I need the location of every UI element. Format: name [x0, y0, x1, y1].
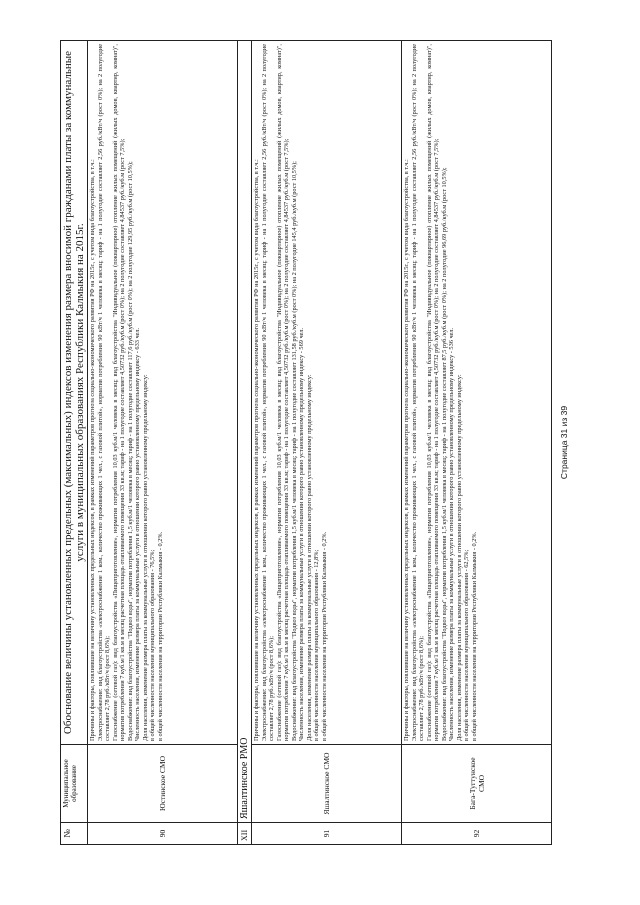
justification-line: в общей численности населения муниципального образования - 12,8%; [313, 549, 320, 741]
table-header-row [61, 41, 88, 845]
row-municipality: Бага-Тугтунское СМО [402, 745, 552, 823]
justification-line: Водоснабжение: вид благоустройства "Подвоз воды", норматив потребления 1,5 куб.м/1 человека в месяц; тариф - на 1 полугодие составляет 87,5 руб./куб.м (рост 0%); на 2 полугодие 96,69 руб./куб.м (рост 10,5%); [440, 167, 448, 741]
header-number: № [61, 823, 88, 845]
section-number: XII [238, 823, 252, 845]
justification-line: Численность населения, изменение размера платы за коммунальные услуги в отношении которого равно установленному предельному индексу - 633 чел. [134, 327, 141, 741]
row-justification [88, 41, 238, 745]
row-justification [402, 41, 552, 745]
table-row [252, 41, 402, 845]
row-justification [252, 41, 402, 745]
justification-line: в общей численности населения на территории Республики Калмыкия - 0,2%. [156, 531, 164, 741]
row-municipality: Яшалтинское СМО [252, 745, 402, 823]
justification-line: в общей численности населения на территории Республики Калмыкия - 0,2%. [470, 531, 478, 741]
row-number: 91 [252, 823, 402, 845]
justification-line: Доля населения, изменение размера платы за коммунальные услуги в отношении которого равно установленному предельному индексу: [455, 374, 463, 741]
rotated-document-page [60, 40, 580, 845]
justification-line: в общей численности населения муниципального образования - 62,5%; [463, 549, 470, 741]
justification-line: Электроснабжение: вид благоустройства «электроснабжение 1 ком., количество проживающих 1 чел., с газовой плитой», норматив потребления 90 кВт/ч 1 человека в месяц; тариф - на 1 полугодие составляет 2,56 руб./кВт/ч (рост 0%); на 2 полугодие составляет 2,78 руб./кВт/ч (рост 8,6%); [410, 44, 425, 741]
row-municipality: Юстинское СМО [88, 745, 238, 823]
justification-line: в общей численности населения муниципального образования - 76,5%; [149, 549, 156, 741]
table-row [402, 41, 552, 845]
justification-line: Газоснабжение (сетевой газ): вид благоустройства «Пищеприготовление», норматив потребления 10,03 куб.м/1 человека в месяц; вид благоустройства "Индивидуальное (поквартирное) отопление жилых помещений (жилых домов, квартир, комнат)", норматив потребления 7 куб.м/1 кв.м в месяц расчетная площадь отапливаемого помещения 33 кв.м; тариф - на 1 полугодие составляет 4,50732 руб./куб.м (рост 0%); на 2 полугодие составляет 4,84537 руб./куб.м (рост 7,5%); [111, 44, 126, 741]
justification-line: Доля населения, изменение размера платы за коммунальные услуги в отношении которого равно установленному предельному индексу: [305, 374, 313, 741]
justification-line: Водоснабжение: вид благоустройства "Подвоз воды", норматив потребления 1,5 куб.м/1 человека в месяц; тариф - на 1 полугодие составляет 117,6 руб./куб.м (рост 0%); на 2 полугодие 129,95 руб./куб.м (рост 10,5%); [126, 161, 134, 741]
table-row [88, 41, 238, 845]
justification-line: в общей численности населения на территории Республики Калмыкия - 0,2%. [320, 531, 328, 741]
justification-line: Газоснабжение (сетевой газ): вид благоустройства «Пищеприготовление», норматив потребления 10,03 куб.м/1 человека в месяц; вид благоустройства "Индивидуальное (поквартирное) отопление жилых помещений (жилых домов, квартир, комнат)", норматив потребления 7 куб.м/1 кв.м в месяц расчетная площадь отапливаемого помещения 33 кв.м; тариф - на 1 полугодие составляет 4,50732 руб./куб.м (рост 0%); на 2 полугодие составляет 4,84537 руб./куб.м (рост 7,5%); [425, 44, 440, 741]
justification-line: Численность населения, изменение размера платы за коммунальные услуги в отношении которого равно установленному предельному индексу - 569 чел. [298, 327, 305, 741]
justification-line: Доля населения, изменение размера платы за коммунальные услуги в отношении которого равно установленному предельному индексу: [141, 374, 149, 741]
indices-table [60, 40, 552, 845]
justification-line: Причины и факторы, повлиявшие на величину установленных предельных индексов, в рамках изменений параметров прогноза социально-экономического развития РФ на 2015г., с учетом вида благоустройства, в т.ч.: [89, 159, 96, 741]
section-title: Яшалтинское РМО [238, 41, 252, 823]
justification-line: Причины и факторы, повлиявшие на величину установленных предельных индексов, в рамках изменений параметров прогноза социально-экономического развития РФ на 2015г., с учетом вида благоустройства, в т.ч.: [403, 159, 410, 741]
row-number: 92 [402, 823, 552, 845]
header-municipality: Муниципальное образование [61, 745, 88, 823]
page-number-footer: Страница 31 из 39 [559, 405, 569, 480]
section-row [238, 41, 252, 845]
justification-line: Газоснабжение (сетевой газ): вид благоустройства «Пищеприготовление», норматив потребления 10,03 куб.м/1 человека в месяц; вид благоустройства "Индивидуальное (поквартирное) отопление жилых помещений (жилых домов, квартир, комнат)", норматив потребления 7 куб.м/1 кв.м в месяц расчетная площадь отапливаемого помещения 33 кв.м; тариф - на 1 полугодие составляет 4,50732 руб./куб.м (рост 0%); на 2 полугодие составляет 4,84537 руб./куб.м (рост 7,5%); [275, 44, 290, 741]
justification-line: Водоснабжение: вид благоустройства "Подвоз воды", норматив потребления 1,5 куб.м/1 человека в месяц; тариф - на 1 полугодие составляет 131,58 руб./куб.м (рост 0%); на 2 полугодие 145,4 руб./куб.м (рост 10,5%); [290, 161, 298, 741]
justification-line: Численность населения, изменение размера платы за коммунальные услуги в отношении которого равно установленному предельному индексу - 536 чел. [448, 327, 455, 741]
header-justification: Обоснование величины установленных предельных (максимальных) индексов изменения размера вносимой гражданами платы за коммунальные услуги в муниципальных образованиях Республики Калмыкия на 2015г. [61, 41, 88, 745]
row-number: 90 [88, 823, 238, 845]
justification-line: Электроснабжение: вид благоустройства «электроснабжение 1 ком., количество проживающих 1 чел., с газовой плитой», норматив потребления 90 кВт/ч 1 человека в месяц; тариф - на 1 полугодие составляет 2,56 руб./кВт/ч (рост 0%); на 2 полугодие составляет 2,78 руб./кВт/ч (рост 8,6%); [96, 44, 111, 741]
justification-line: Электроснабжение: вид благоустройства «электроснабжение 1 ком., количество проживающих 1 чел., с газовой плитой», норматив потребления 90 кВт/ч 1 человека в месяц; тариф - на 1 полугодие составляет 2,56 руб./кВт/ч (рост 0%); на 2 полугодие составляет 2,78 руб./кВт/ч (рост 8,6%); [260, 44, 275, 741]
justification-line: Причины и факторы, повлиявшие на величину установленных предельных индексов, в рамках изменений параметров прогноза социально-экономического развития РФ на 2015г., с учетом вида благоустройства, в т.ч.: [253, 159, 260, 741]
